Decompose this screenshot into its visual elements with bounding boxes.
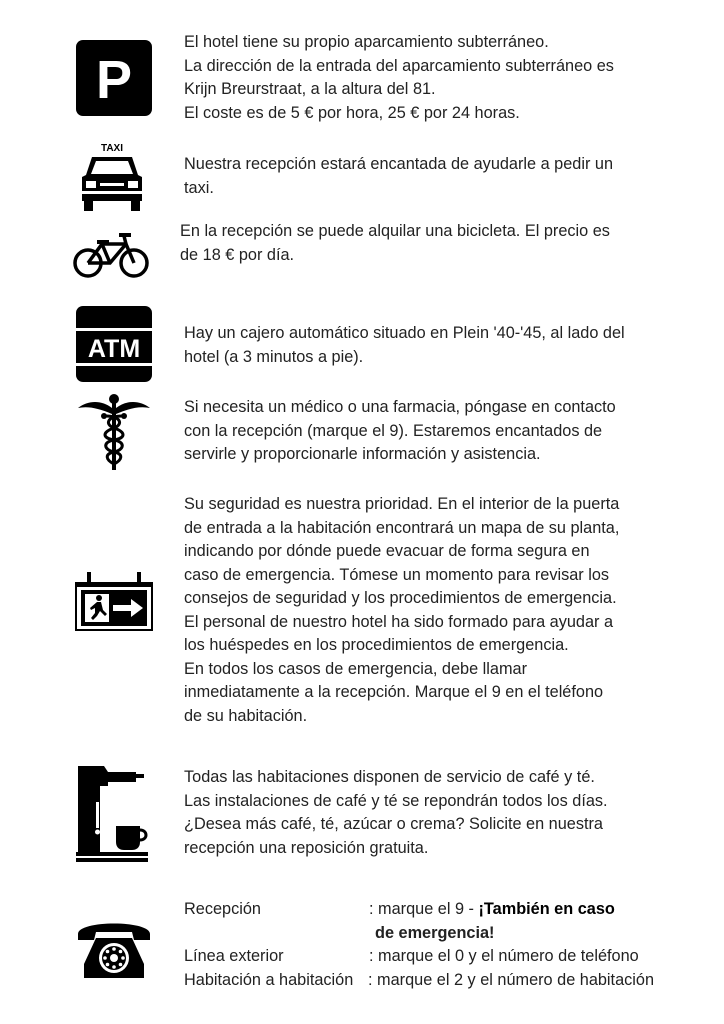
- taxi-icon: [78, 141, 146, 213]
- parking-line: La dirección de la entrada del aparcamiento subterráneo es: [184, 56, 614, 75]
- atm-line: hotel (a 3 minutos a pie).: [184, 347, 364, 366]
- emergency-line: En todos los casos de emergencia, debe llamar: [184, 659, 528, 678]
- parking-glyph: P: [95, 50, 133, 110]
- medical-line: servirle y proporcionarle información y asistencia.: [184, 445, 541, 463]
- phone-emergency-note-line2: de emergencia!: [375, 924, 495, 942]
- emergency-line: de su habitación.: [184, 706, 308, 725]
- bicycle-icon: [72, 232, 150, 280]
- emergency-line: El personal de nuestro hotel ha sido formado para ayudar a: [184, 612, 614, 631]
- medical-line: Si necesita un médico o una farmacia, póngase en contacto: [184, 398, 616, 416]
- taxi-line: taxi.: [184, 178, 214, 197]
- phone-label: Recepción: [184, 900, 261, 918]
- phone-row-room: [184, 969, 353, 993]
- coffee-line: Todas las habitaciones disponen de servicio de café y té.: [184, 768, 595, 786]
- phone-value-reception: [369, 898, 615, 922]
- emergency-line: consejos de seguridad y los procedimientos de emergencia.: [184, 589, 617, 607]
- emergency-line: inmediatamente a la recepción. Marque el 9 en el teléfono: [184, 683, 604, 701]
- phone-row-outside: [184, 945, 284, 969]
- emergency-line: los huéspedes en los procedimientos de emergencia.: [184, 636, 569, 654]
- phone-label: Línea exterior: [184, 947, 284, 965]
- phone-value: : marque el 2 y el número de habitación: [368, 971, 654, 989]
- emergency-line: caso de emergencia. Tómese un momento para revisar los: [184, 565, 610, 584]
- phone-value-outside: [369, 945, 639, 969]
- phone-row-reception: [184, 898, 261, 922]
- parking-line: El hotel tiene su propio aparcamiento subterráneo.: [184, 33, 549, 51]
- bicycle-line: de 18 € por día.: [180, 245, 295, 264]
- parking-text: [184, 31, 614, 125]
- bicycle-line: En la recepción se puede alquilar una bicicleta. El precio es: [180, 222, 610, 240]
- taxi-text: [184, 153, 613, 200]
- taxi-sign: TAXI: [100, 143, 124, 154]
- taxi-line: Nuestra recepción estará encantada de ayudarle a pedir un: [184, 155, 614, 173]
- phone-label: Habitación a habitación: [184, 971, 354, 989]
- coffee-machine-icon: [74, 762, 154, 864]
- coffee-line: Las instalaciones de café y té se repondrán todos los días.: [184, 791, 608, 810]
- parking-line: Krijn Breurstraat, a la altura del 81.: [184, 80, 436, 98]
- parking-line: El coste es de 5 € por hora, 25 € por 24 horas.: [184, 103, 520, 122]
- atm-icon: [76, 306, 152, 382]
- phone-emergency-note-2: [375, 922, 494, 946]
- coffee-line: recepción una reposición gratuita.: [184, 838, 429, 857]
- emergency-line: indicando por dónde puede evacuar de forma segura en: [184, 542, 590, 560]
- medical-line: con la recepción (marque el 9). Estaremos encantados de: [184, 421, 603, 440]
- telephone-icon: [74, 916, 154, 982]
- medical-text: [184, 396, 616, 467]
- phone-value: : marque el 0 y el número de teléfono: [369, 947, 639, 965]
- emergency-line: Su seguridad es nuestra prioridad. En el interior de la puerta: [184, 495, 620, 513]
- coffee-line: ¿Desea más café, té, azúcar o crema? Solicite en nuestra: [184, 815, 603, 833]
- atm-text: [184, 322, 625, 369]
- phone-emergency-note: ¡También en caso: [478, 900, 615, 918]
- atm-glyph: ATM: [87, 335, 141, 363]
- atm-line: Hay un cajero automático situado en Plein '40-'45, al lado del: [184, 324, 625, 342]
- emergency-exit-icon: [75, 572, 153, 632]
- phone-value-room: [368, 969, 654, 993]
- phone-value: : marque el 9 -: [369, 900, 479, 918]
- bicycle-text: [180, 220, 610, 267]
- parking-icon: [76, 40, 152, 116]
- emergency-line: de entrada a la habitación encontrará un mapa de su planta,: [184, 518, 620, 537]
- emergency-text: [184, 493, 619, 728]
- coffee-text: [184, 766, 608, 860]
- caduceus-icon: [76, 392, 152, 472]
